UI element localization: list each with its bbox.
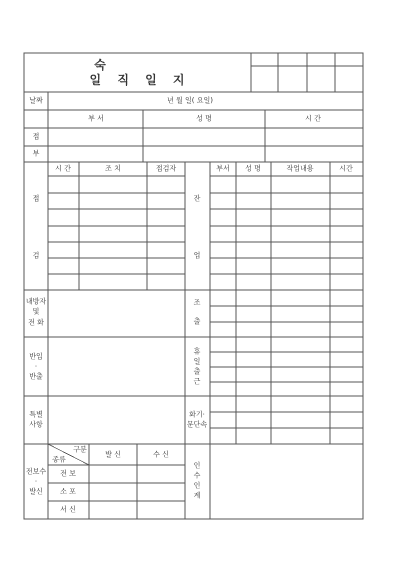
visitor-label-3: 전 화 [28,318,44,327]
handover-label-3: 인 [193,481,201,490]
handover-label-2: 수 [193,471,201,480]
visitor-label-2: 및 [32,307,40,316]
overtime-header-work: 작업내용 [286,164,314,173]
early-label-1: 조 [193,298,201,307]
telegram-row-letter: 서 신 [60,505,76,514]
reception-header-time: 시 간 [55,164,71,173]
reception-label-top: 접 [32,194,40,203]
visitor-label-1: 내방자 [25,297,47,306]
overtime-label-bottom: 업 [193,251,201,260]
telegram-header-receive: 수 신 [153,450,169,459]
early-label-2: 출 [193,317,201,326]
date-label: 날짜 [29,96,43,105]
name-header: 성 명 [196,114,212,123]
carry-label-1: 반입 [29,352,43,361]
time-header: 시 간 [305,114,321,123]
reception-label-bottom: 검 [32,251,40,260]
carry-label-3: 반출 [29,372,43,381]
overtime-header-name: 성 명 [245,164,261,173]
reception-header-action: 조 치 [105,164,121,173]
holiday-label-1: 휴 [193,347,201,356]
fire-label-1: 화기· [189,410,205,419]
reception-header-inspector: 접검자 [155,164,177,173]
telegram-label-3: 발신 [29,487,43,496]
dept-header: 부 서 [88,114,104,123]
telegram-row-telegram: 전 보 [60,469,76,478]
side-label-bu: 부 [32,149,40,158]
fire-label-2: 문단속 [186,420,208,429]
carry-label-2: · [34,362,38,371]
title-line2: 일 직 일 지 [89,73,191,87]
handover-label-4: 계 [193,491,201,500]
telegram-label-2: · [34,477,38,486]
holiday-label-3: 출 [193,367,201,376]
holiday-label-4: 근 [193,377,201,386]
handover-label-1: 인 [193,461,201,470]
special-label-1: 특별 [29,410,43,419]
telegram-diag-top: 구분 [73,445,87,454]
side-label-jeop: 접 [32,132,40,141]
special-label-2: 사항 [29,420,43,429]
telegram-row-parcel: 소 포 [60,487,76,496]
date-text[interactable]: 년 월 일( 요일) [167,96,213,105]
overtime-header-time: 시간 [339,164,353,173]
overtime-header-dept: 부서 [216,164,230,173]
telegram-header-send: 발 신 [105,450,121,459]
telegram-diag-bottom: 종류 [52,455,66,464]
telegram-label-1: 전보수 [25,467,47,476]
holiday-label-2: 일 [193,357,201,366]
title-line1: 숙 [94,58,106,72]
overtime-label-top: 잔 [193,194,201,203]
